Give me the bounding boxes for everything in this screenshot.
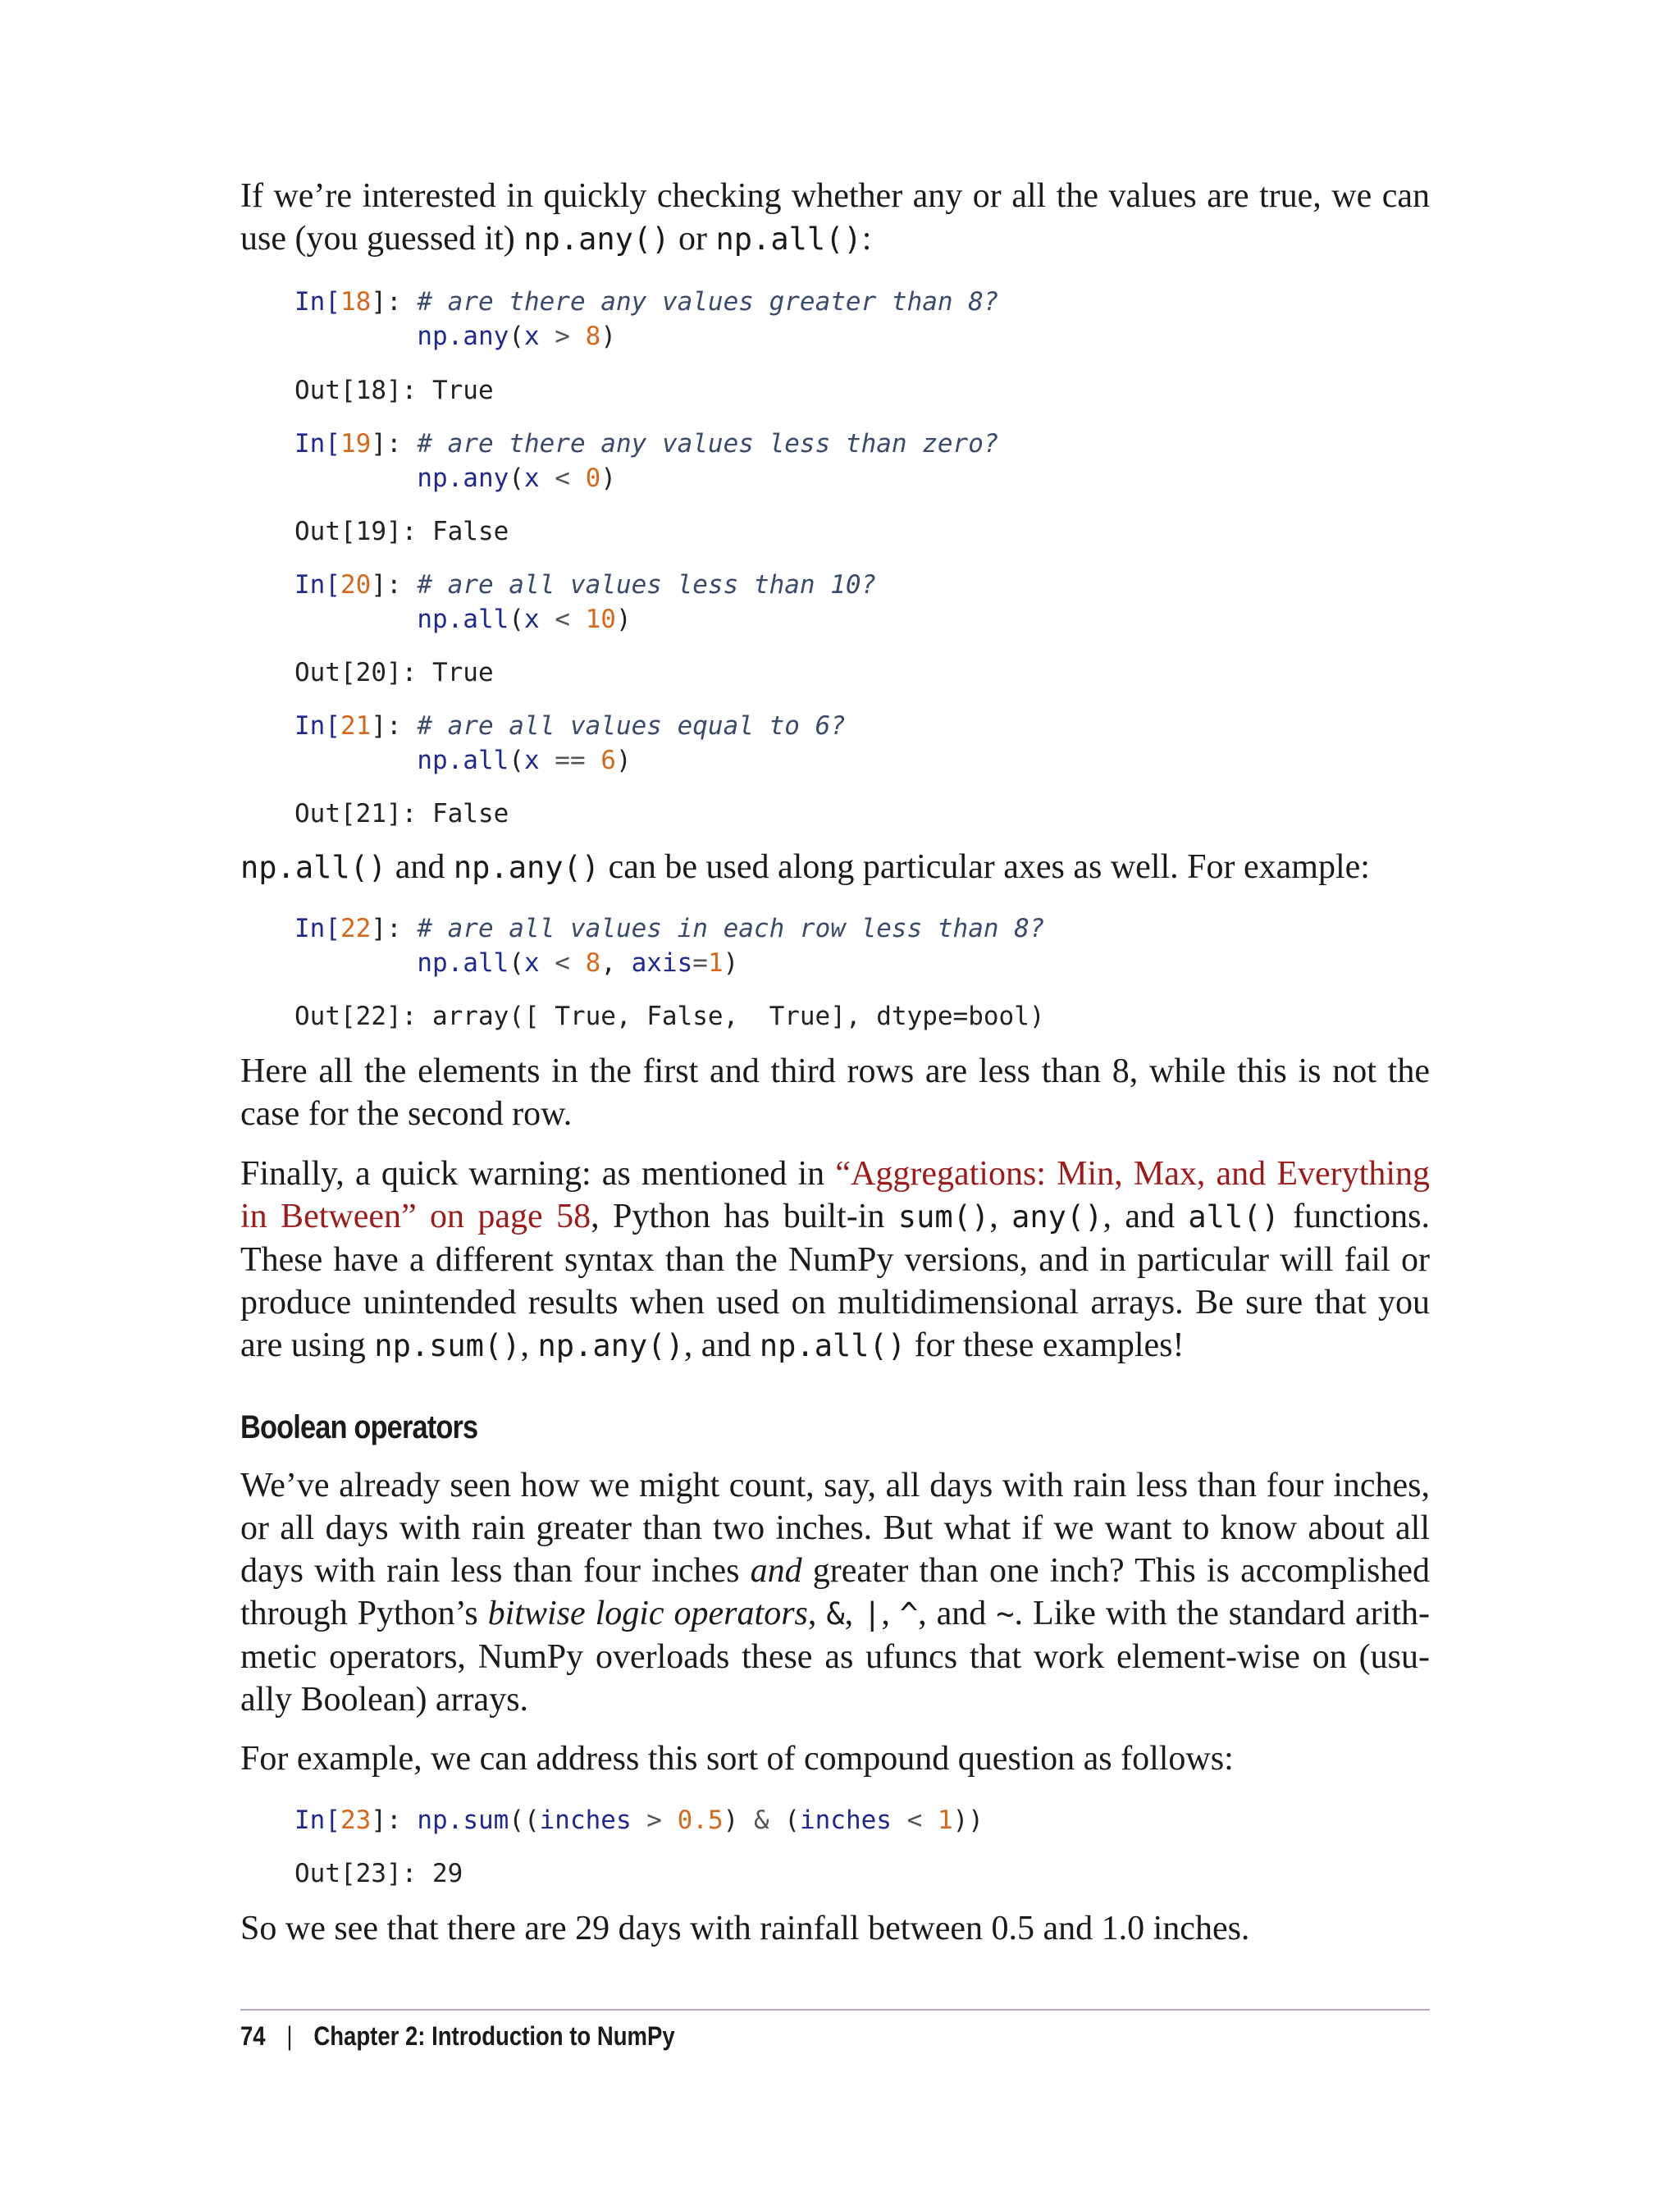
code-cell-18: [294, 285, 999, 354]
code-operator: ==: [539, 746, 601, 775]
in-prompt: In[: [294, 914, 340, 943]
code-cell-19: [294, 427, 999, 495]
code-punct: (: [769, 1806, 800, 1835]
code-number: 8: [585, 948, 601, 978]
text: , Python has built-in: [591, 1198, 898, 1235]
inline-code: |: [863, 1596, 882, 1632]
cell-number: 22: [340, 914, 372, 943]
text: We’ve already seen how we might count, say, all days with rain less than four inches, or all days with rain greater than two inches. But what if we want to know about all days with rain less than four inches: [240, 1467, 1430, 1590]
code-punct: ): [600, 463, 616, 493]
cell-number: 23: [340, 1806, 372, 1835]
cell-number: 21: [340, 711, 372, 741]
page-number: 74: [240, 2021, 266, 2051]
code-function: np.all: [417, 605, 509, 634]
text: , and: [918, 1595, 997, 1632]
output-19: Out[19]: False: [294, 517, 509, 546]
in-prompt: In[: [294, 570, 340, 600]
text: , and: [1102, 1198, 1189, 1235]
paragraph-bitwise: [240, 1464, 1430, 1721]
code-var: x: [523, 322, 540, 351]
code-operator: &: [753, 1806, 769, 1835]
code-var: x: [523, 948, 540, 978]
text: and: [386, 848, 454, 886]
code-punct: ): [723, 948, 739, 978]
in-prompt: In[: [294, 287, 340, 317]
code-punct: ): [600, 322, 616, 351]
prompt-suffix: ]:: [371, 429, 418, 459]
code-function: np.any: [417, 463, 509, 493]
in-prompt: In[: [294, 1806, 340, 1835]
code-operator: <: [539, 948, 586, 978]
prompt-suffix: ]:: [371, 711, 418, 741]
code-comment: # are there any values greater than 8?: [417, 287, 999, 317]
code-number: 1: [707, 948, 724, 978]
code-punct: ,: [600, 948, 632, 978]
code-cell-22: [294, 911, 1045, 980]
text: , and: [683, 1326, 760, 1364]
text: ,: [844, 1595, 864, 1632]
paragraph-example: For example, we can address this sort of compound question as follows:: [240, 1740, 1234, 1778]
inline-code: &: [826, 1596, 845, 1632]
paragraph-rows: Here all the elements in the first and third rows are less than 8, while this is not the case for the second row.: [240, 1052, 1430, 1133]
code-punct: ((: [509, 1806, 540, 1835]
output-21: Out[21]: False: [294, 799, 509, 829]
code-comment: # are all values in each row less than 8?: [417, 914, 1045, 943]
code-operator: <: [539, 605, 586, 634]
inline-code: sum(): [897, 1199, 990, 1235]
in-prompt: In[: [294, 711, 340, 741]
code-punct: (: [509, 605, 524, 634]
page-footer: [240, 2021, 675, 2052]
code-number: 0.5: [677, 1806, 724, 1835]
code-punct: ): [615, 746, 632, 775]
code-number: 1: [937, 1806, 953, 1835]
code-punct: (: [509, 463, 524, 493]
code-punct: (: [509, 948, 524, 978]
paragraph-conclusion: So we see that there are 29 days with rainfall between 0.5 and 1.0 inches.: [240, 1910, 1250, 1947]
text: If we’re interested in quickly checking whether any or all the values are true, we can use (you guessed it): [240, 177, 1430, 258]
inline-code: np.any(): [537, 1328, 684, 1363]
prompt-suffix: ]:: [371, 287, 418, 317]
code-punct: ): [615, 605, 632, 634]
text: functions. These have a different syntax than the NumPy versions, and in particular will fail or produce unintended results when used on multidimensional arrays. Be sure that you are using: [240, 1198, 1430, 1364]
code-cell-23: [294, 1803, 984, 1838]
output-23: Out[23]: 29: [294, 1859, 463, 1888]
inline-code: np.all(): [715, 221, 862, 257]
code-var: inches: [539, 1806, 632, 1835]
code-punct: )): [952, 1806, 984, 1835]
inline-code: any(): [1011, 1199, 1103, 1235]
code-function: np.all: [417, 948, 509, 978]
cell-number: 20: [340, 570, 372, 600]
cell-number: 19: [340, 429, 372, 459]
prompt-suffix: ]:: [371, 1806, 418, 1835]
text: . Like with the standard arithmetic operators, NumPy overloads these as ufuncs that work element-wise on (usually Boolean) arrays.: [240, 1595, 1431, 1719]
code-punct: (: [509, 322, 524, 351]
code-punct: (: [509, 746, 524, 775]
emphasis: bitwise logic operators: [487, 1595, 808, 1632]
code-punct: ): [723, 1806, 754, 1835]
text: can be used along particular axes as well. For example:: [600, 848, 1370, 886]
inline-code: np.any(): [523, 221, 670, 257]
paragraph-axes: [240, 846, 1430, 889]
code-comment: # are there any values less than zero?: [417, 429, 999, 459]
inline-code: np.all(): [240, 850, 387, 885]
in-prompt: In[: [294, 429, 340, 459]
code-number: 0: [585, 463, 601, 493]
prompt-suffix: ]:: [371, 914, 418, 943]
text: Finally, a quick warning: as mentioned in: [240, 1155, 836, 1193]
cell-number: 18: [340, 287, 372, 317]
code-cell-20: [294, 568, 876, 637]
chapter-title: Chapter 2: Introduction to NumPy: [313, 2021, 675, 2051]
text: ,: [520, 1326, 538, 1364]
inline-code: all(): [1188, 1199, 1280, 1235]
section-heading: Boolean operators: [240, 1409, 478, 1445]
inline-code: np.all(): [759, 1328, 906, 1363]
code-function: np.any: [417, 322, 509, 351]
footer-separator: |: [286, 2021, 293, 2051]
paragraph-any-all-intro: [240, 175, 1430, 261]
code-var: inches: [799, 1806, 892, 1835]
code-keyword-arg: axis: [631, 948, 693, 978]
code-comment: # are all values less than 10?: [417, 570, 877, 600]
text: ,: [989, 1198, 1012, 1235]
text: greater than one inch? This is accomplished through Python’s: [240, 1552, 1430, 1632]
code-operator: <: [891, 1806, 938, 1835]
code-number: 8: [585, 322, 601, 351]
output-18: Out[18]: True: [294, 376, 494, 405]
output-20: Out[20]: True: [294, 658, 494, 687]
text: for these examples!: [906, 1326, 1185, 1364]
inline-code: np.sum(): [374, 1328, 521, 1363]
paragraph-warning: [240, 1153, 1430, 1367]
code-function: np.all: [417, 746, 509, 775]
code-cell-21: [294, 709, 846, 778]
text: ,: [807, 1595, 827, 1632]
inline-code: np.any(): [453, 850, 600, 885]
inline-code: ~: [996, 1596, 1015, 1632]
code-number: 6: [600, 746, 616, 775]
prompt-suffix: ]:: [371, 570, 418, 600]
code-operator: >: [539, 322, 586, 351]
code-function: np.sum: [417, 1806, 509, 1835]
code-comment: # are all values equal to 6?: [417, 711, 846, 741]
inline-code: ^: [899, 1596, 919, 1632]
code-number: 10: [585, 605, 616, 634]
text: or: [669, 220, 716, 258]
code-var: x: [523, 746, 540, 775]
code-operator: >: [631, 1806, 678, 1835]
cross-reference-link[interactable]: “Aggregations: Min, Max, and Everything in Between” on page 58: [240, 1155, 1430, 1235]
footer-rule: [240, 2009, 1430, 2011]
emphasis: and: [750, 1552, 802, 1590]
code-var: x: [523, 463, 540, 493]
code-operator: <: [539, 463, 586, 493]
code-operator: =: [692, 948, 708, 978]
code-var: x: [523, 605, 540, 634]
text: :: [861, 220, 872, 258]
text: ,: [881, 1595, 900, 1632]
output-22: Out[22]: array([ True, False, True], dtype=bool): [294, 1002, 1045, 1031]
